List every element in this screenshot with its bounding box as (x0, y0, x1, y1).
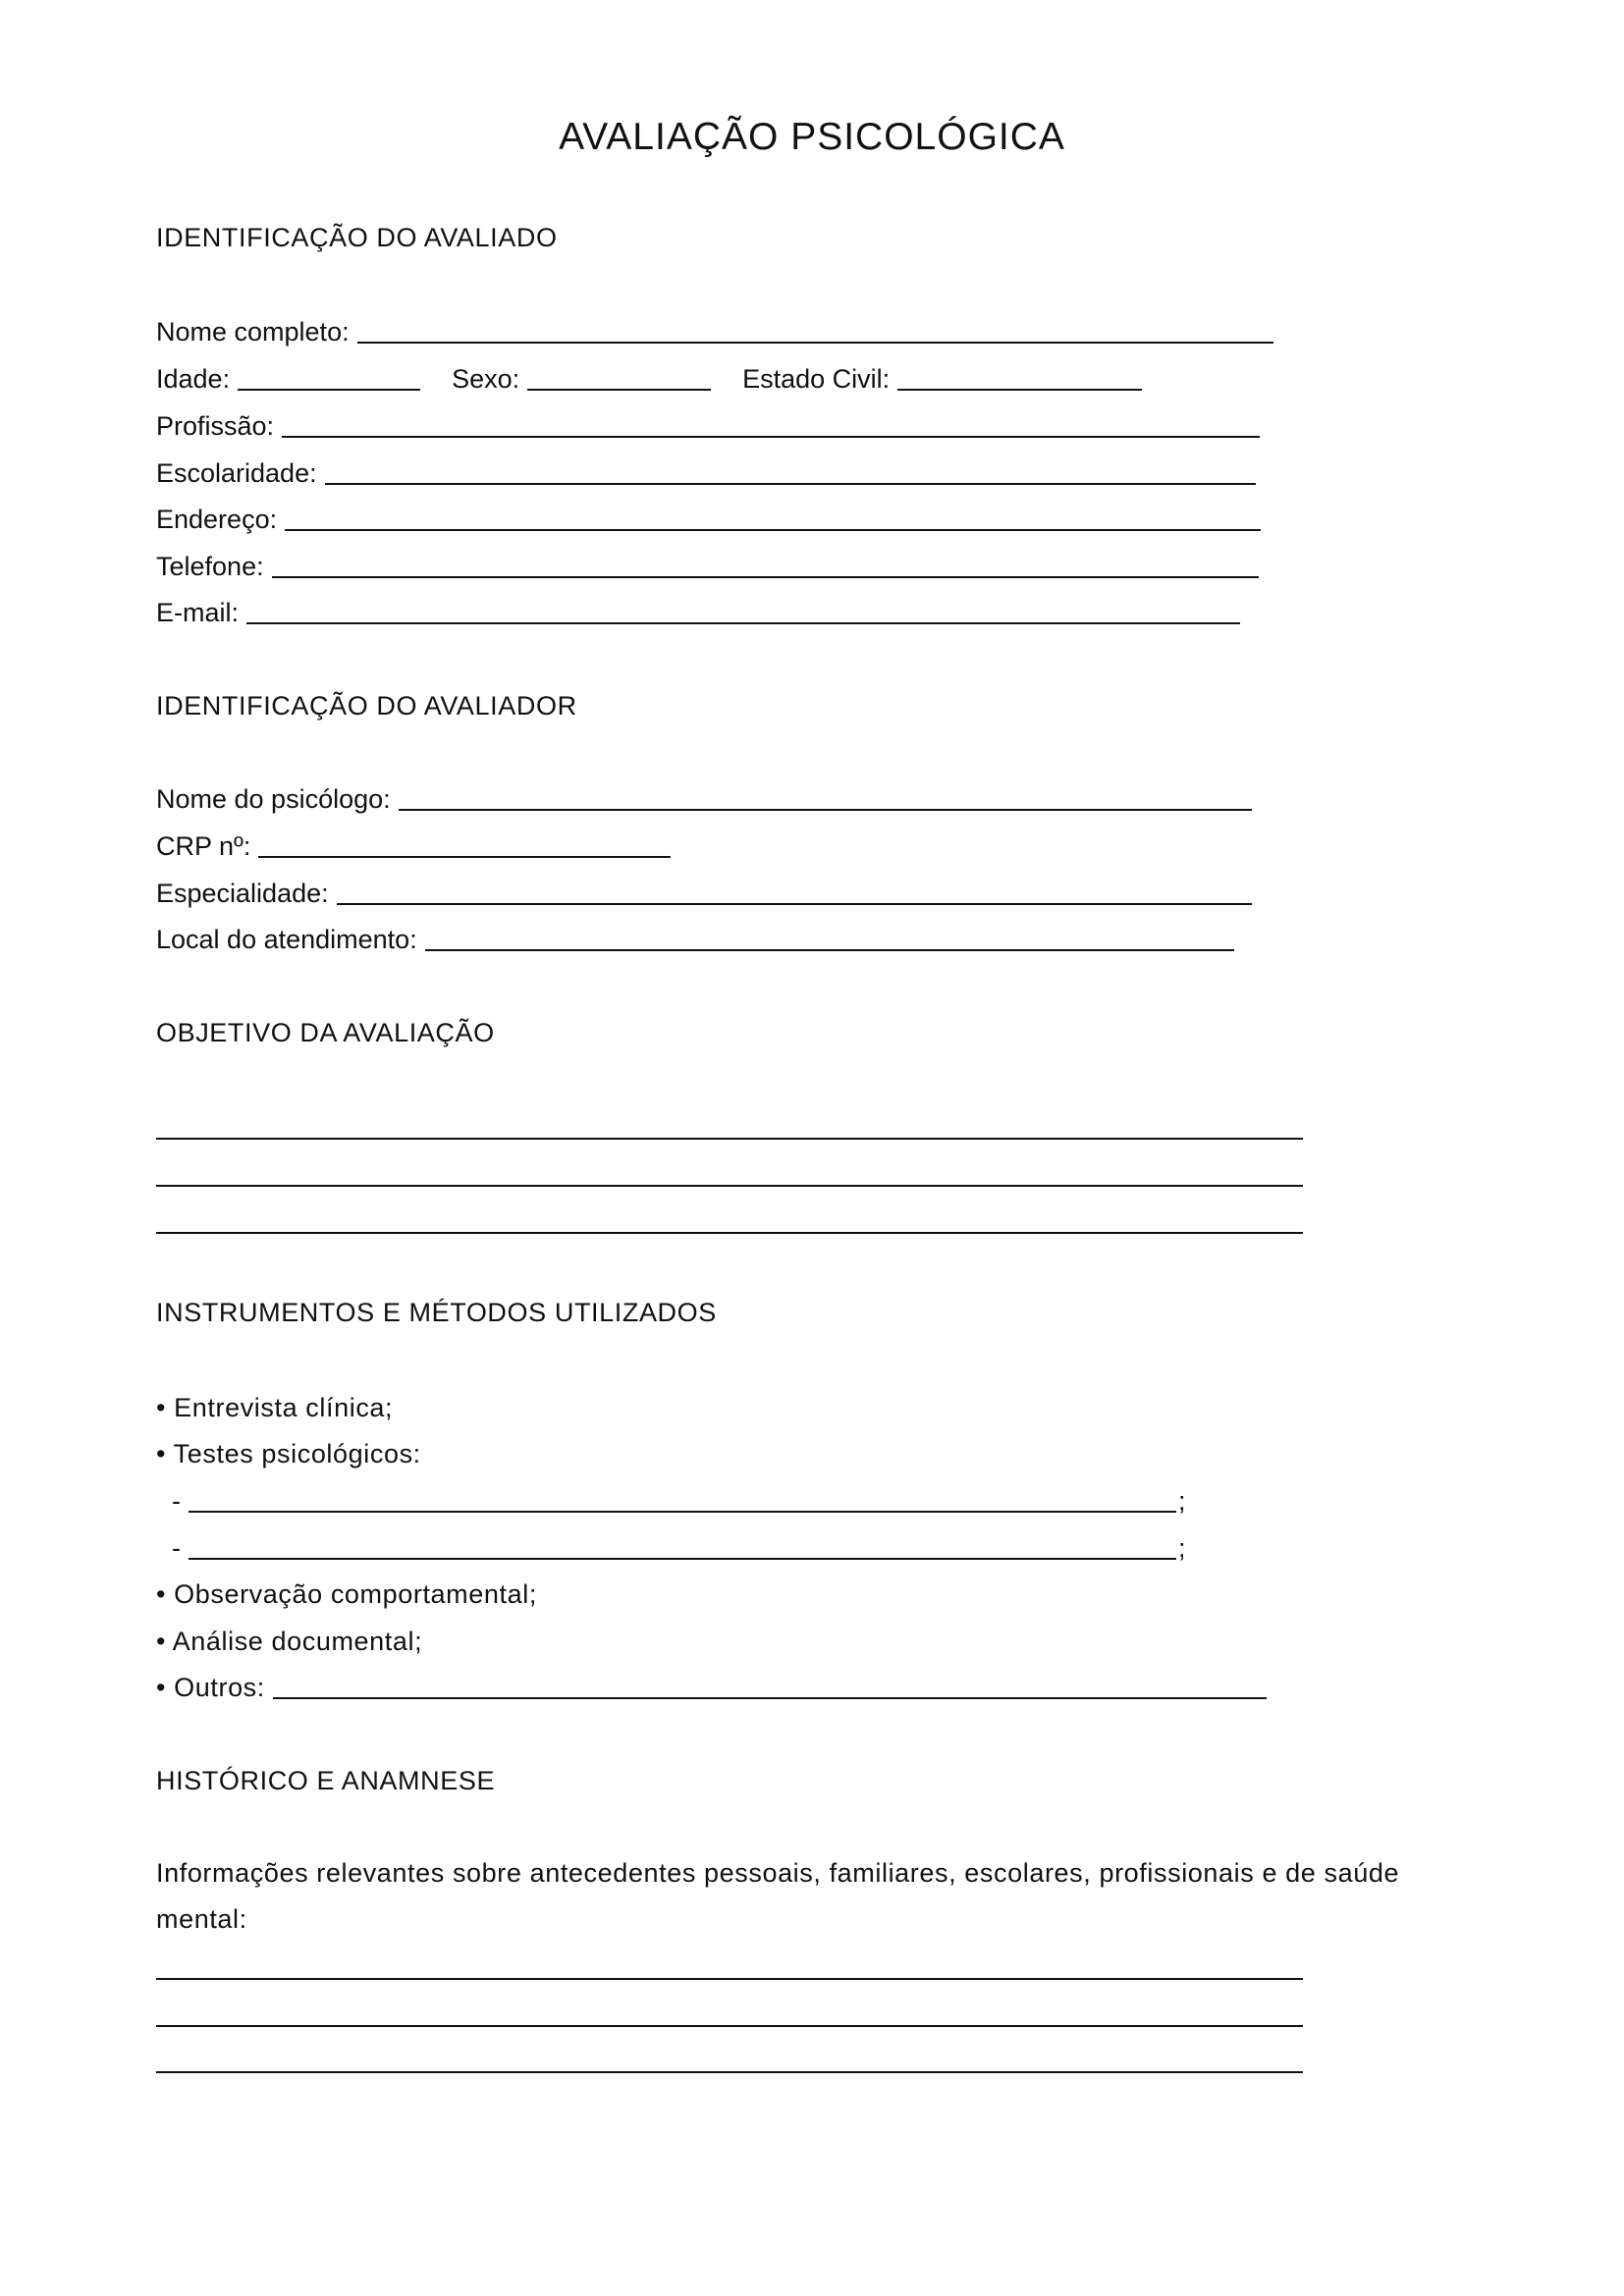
crp-field[interactable] (258, 828, 671, 858)
row-nome-psicologo (156, 779, 1252, 815)
escolaridade-field[interactable] (325, 455, 1256, 485)
row-crp (156, 827, 671, 862)
profissao-label: Profissão: (156, 411, 275, 441)
item-entrevista (156, 1388, 393, 1423)
entrevista-text: • Entrevista clínica; (156, 1393, 394, 1422)
item-analise (156, 1622, 422, 1657)
historico-line-1[interactable] (156, 1978, 1303, 1980)
row-escolaridade (156, 454, 1256, 489)
local-atendimento-field[interactable] (425, 922, 1234, 951)
item-observacao (156, 1575, 537, 1610)
estado-civil-label: Estado Civil: (742, 364, 891, 394)
objetivo-line-3[interactable] (156, 1232, 1303, 1234)
teste-line-2 (172, 1528, 1186, 1564)
row-idade-sexo-estado (156, 359, 1142, 395)
idade-field[interactable] (238, 361, 420, 391)
section-heading-historico: HISTÓRICO E ANAMNESE (156, 1766, 496, 1795)
objetivo-line-2[interactable] (156, 1185, 1303, 1187)
semicolon-2: ; (1178, 1533, 1186, 1563)
sexo-field[interactable] (527, 361, 711, 391)
outros-text: • Outros: (156, 1673, 265, 1702)
endereco-label: Endereço: (156, 505, 278, 534)
section-heading-avaliado: IDENTIFICAÇÃO DO AVALIADO (156, 223, 558, 252)
especialidade-field[interactable] (337, 876, 1252, 905)
dash-2: - (172, 1533, 181, 1563)
analise-text: • Análise documental; (156, 1627, 423, 1656)
testes-text: • Testes psicológicos: (156, 1439, 421, 1468)
endereco-field[interactable] (285, 502, 1261, 531)
item-testes (156, 1434, 421, 1469)
section-heading-avaliador: IDENTIFICAÇÃO DO AVALIADOR (156, 691, 577, 721)
row-nome-completo (156, 312, 1273, 347)
telefone-label: Telefone: (156, 552, 264, 581)
document-title: AVALIAÇÃO PSICOLÓGICA (559, 116, 1065, 158)
outros-field[interactable] (273, 1670, 1267, 1699)
row-email (156, 593, 1240, 628)
teste-field-1[interactable] (189, 1483, 1176, 1513)
escolaridade-label: Escolaridade: (156, 458, 317, 488)
profissao-field[interactable] (282, 408, 1260, 438)
row-especialidade (156, 874, 1252, 909)
row-profissao (156, 406, 1260, 442)
especialidade-label: Especialidade: (156, 879, 329, 908)
nome-psicologo-label: Nome do psicólogo: (156, 784, 391, 814)
dash-1: - (172, 1486, 181, 1516)
observacao-text: • Observação comportamental; (156, 1579, 537, 1609)
estado-civil-field[interactable] (897, 361, 1142, 391)
historico-description: Informações relevantes sobre antecedentes pessoais, familiares, escolares, profissionais e de saúde mental: (156, 1858, 1400, 1934)
crp-label: CRP nº: (156, 831, 251, 861)
email-field[interactable] (246, 595, 1240, 624)
teste-line-1 (172, 1481, 1186, 1517)
email-label: E-mail: (156, 598, 240, 627)
row-telefone (156, 547, 1259, 582)
telefone-field[interactable] (272, 549, 1259, 578)
section-heading-objetivo: OBJETIVO DA AVALIAÇÃO (156, 1018, 495, 1047)
nome-completo-field[interactable] (357, 314, 1273, 344)
row-local-atendimento (156, 920, 1234, 955)
teste-field-2[interactable] (189, 1530, 1176, 1560)
nome-completo-label: Nome completo: (156, 317, 350, 347)
idade-label: Idade: (156, 364, 231, 394)
sexo-label: Sexo: (452, 364, 520, 394)
local-atendimento-label: Local do atendimento: (156, 925, 417, 954)
semicolon-1: ; (1178, 1486, 1186, 1516)
section-heading-instrumentos: INSTRUMENTOS E MÉTODOS UTILIZADOS (156, 1298, 717, 1327)
item-outros (156, 1668, 1267, 1703)
nome-psicologo-field[interactable] (399, 781, 1252, 811)
historico-line-3[interactable] (156, 2071, 1303, 2073)
historico-line-2[interactable] (156, 2025, 1303, 2027)
row-endereco (156, 500, 1261, 535)
objetivo-line-1[interactable] (156, 1138, 1303, 1140)
